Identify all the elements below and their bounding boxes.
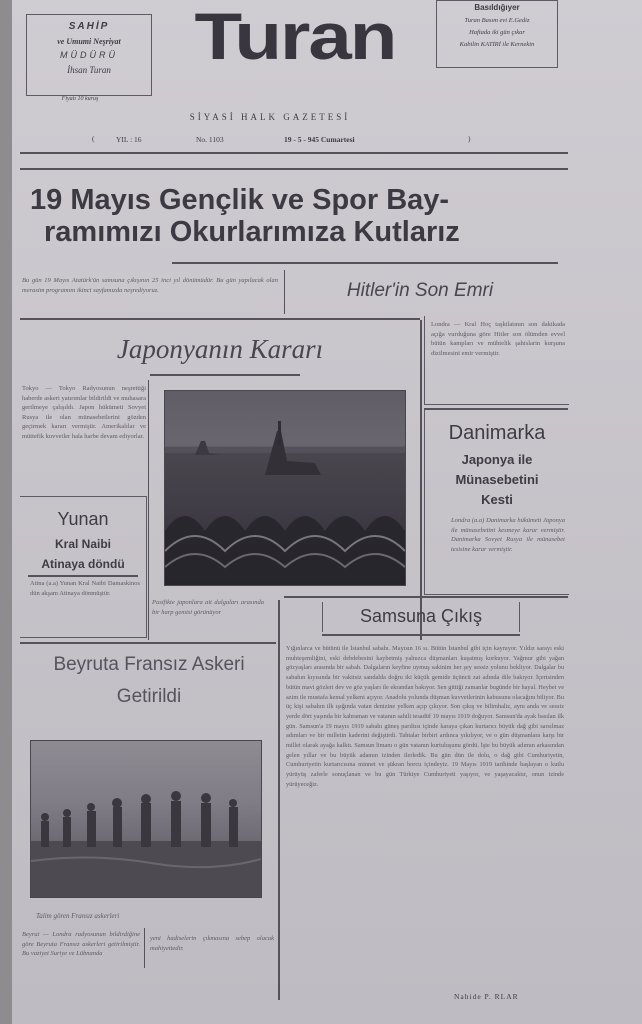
intro-note: Bu gün 19 Mayıs Atatürk'ün samsuna çıkışının 25 inci yıl dönümüdür. Bu gün yapılacak olan merasim programını ikinci sayfamızda neşrediyoruz. bbox=[22, 277, 278, 294]
printing-info-line: Kabilin KATİRİ ile Kernekin bbox=[459, 41, 535, 48]
hitler-body-box bbox=[424, 316, 569, 405]
section-divider bbox=[284, 596, 568, 598]
samsun-title: Samsuna Çıkış bbox=[359, 606, 483, 626]
printing-info-line: Basıldığıyer bbox=[474, 3, 520, 12]
japan-title: Japonyanın Kararı bbox=[116, 334, 324, 364]
newspaper-logo: Turan bbox=[194, 0, 396, 74]
soldiers-illustration bbox=[31, 741, 261, 897]
beirut-title-line2: Getirildi bbox=[116, 686, 182, 707]
issue-bar: ( YIL : 16 No. 1103 19 - 5 - 945 Cumartesi ) bbox=[92, 134, 471, 144]
column-rule bbox=[144, 928, 145, 968]
column-rule bbox=[278, 600, 280, 1000]
greece-box bbox=[20, 496, 147, 638]
samsun-title-underline bbox=[322, 634, 520, 636]
masthead-divider bbox=[20, 168, 568, 170]
beirut-body-right: yeni hadiselerin çıkmasına sebep olacak mahiyettedir. bbox=[150, 935, 274, 952]
column-rule bbox=[148, 380, 149, 640]
greece-body: Atina (a.a) Yunan Kral Naibi Damaskinos dün akşam Atinaya dönmüştür. bbox=[30, 580, 140, 597]
warship-caption: Pasifikte japonlara ait dalgaları arasında bir harp gemisi görünüyor bbox=[152, 599, 264, 616]
denmark-subtitle: Münasebetini bbox=[455, 472, 539, 487]
greece-title: Yunan bbox=[57, 509, 109, 529]
hitler-title: Hitler'in Son Emri bbox=[346, 280, 494, 301]
main-headline-line2: ramımızı Okurlarımıza Kutlarız bbox=[44, 216, 460, 248]
printing-info-line: Turan Basım evi E.Gediz bbox=[464, 17, 530, 24]
section-divider bbox=[20, 318, 420, 320]
masthead-divider bbox=[20, 152, 568, 154]
column-rule bbox=[420, 320, 422, 640]
denmark-box bbox=[424, 410, 569, 595]
beirut-body-left: Beyrut — Londra radyosunun bildirdiğine göre Beyruta Fransız askerleri getirilmiştir. Bu vaziyet Suriye ve Lübnanda bbox=[22, 931, 140, 957]
warship-illustration bbox=[165, 391, 405, 585]
denmark-title: Danimarka bbox=[448, 422, 546, 444]
issue-number: No. 1103 bbox=[196, 135, 224, 144]
soldiers-caption: Talim gören Fransız askerleri bbox=[36, 912, 120, 920]
hitler-body: Londra — Kral Hoç taşkilatının son dakikada açığa vurduğuna göre Hitler son ölümden evvel bütün kampları ve mühtelik şahislarin kurşuna dizilmesini emir vermiştir. bbox=[431, 321, 565, 357]
headline-underline bbox=[172, 262, 558, 264]
issue-year: YIL : 16 bbox=[116, 135, 142, 144]
samsun-body: Yığınlarca ve bütünü ile İstanbul sabahı. Mayısın 16 sı. Bütün İstanbul gibi için kaynıyor. Yıldız sarayı eski muhteşemliğini, eski debdebesini kaybetmiş yalnızca düşmanları kuşatmış korkuyor. Yağmur gibi yağan gözyaşları arasında bir sabah. Dalgaların keyfine uymuş sakinim her şey sessiz yolunu bekliyor. Dalgalar bu sabahın kıyısında bir vakitsiz sandalda doğru iki küçük gemide üçüncü zat adında dile bakıyor. İçerisinden bütün mavi gözleri dev ve göz yaşları ile ekrandan bakıyor. Sen gittiği zamanlar bugünde bir hayal. Heybet ve azim ile mustafa kemal yelkeni açıyor. Anadolu yolunda düşman kuvvetlerinin kabusunu olacağını biliyor. Bu üç kişi sabahın ilk ışığında vatan denizine yelken açıp çıkıyor. Son çıkış ve bilimhaliz, aynı anda ve sessiz yerde dört yaşında bir kahraman ve vatanın sahili tesadüf 19 mayıs 1919 doğuyor. Samsun'da ayak basılan ilk gün. Samsun'a 19 mayıs 1919 sabahı güneş parıltısı içinde karaya çıkan kurtarıcı büyük dağ gibi sarsılmaz adımları ve bir milletin kaderini değiştirdi. Tahtalar birbiri ardınca yıkılıyor, ve o gün düşmanlara karşı bir millet olarak ayağa kalktı. Samsun limanı o gün vatanın kurtuluşunu gördü. İşte bu büyük adımın arkasından gelen yıllar ve bu büyük adamın izinden ilerledik. Bu gün dün ile dolu, o dağ gibi Cumhuriyetin, Cumhuriyetin kurtarıcısına minnet ve şükran borcu içindeyiz. 19 Mayıs 1919 tarihinde başlayan o kutlu yürüyüş zaferle sonuçlanan ve bu gün Türkiye Cumhuriyeti yaşıyor, ve yaşayacaktır, onun izinde yürüyeceğiz. bbox=[286, 645, 564, 788]
greece-subtitle-underline bbox=[28, 575, 138, 577]
issue-date: 19 - 5 - 945 Cumartesi bbox=[284, 135, 355, 144]
soldiers-photo bbox=[30, 740, 262, 898]
main-headline-line1: 19 Mayıs Gençlik ve Spor Bay- bbox=[30, 184, 450, 216]
beirut-title-line1: Beyruta Fransız Askeri bbox=[53, 654, 245, 675]
owner-box-line: MÜDÜRÜ bbox=[60, 50, 118, 60]
denmark-subtitle: Japonya ile bbox=[461, 452, 533, 467]
warship-photo bbox=[164, 390, 406, 586]
owner-box-line: SAHİP bbox=[68, 21, 110, 32]
owner-box-line: ve Umumi Neşriyat bbox=[57, 37, 121, 46]
greece-subtitle: Kral Naibi bbox=[54, 537, 111, 551]
denmark-body: Londra (a.a) Danimarka hükümeti Japonya ile münasebetini kesmeye karar vermiştir. Danimarka Sovyet Rusya ile münasebet tesisine karar vermiştir. bbox=[451, 517, 565, 553]
newspaper-subtitle: SİYASİ HALK GAZETESİ bbox=[189, 112, 351, 122]
greece-subtitle: Atinaya döndü bbox=[41, 557, 125, 571]
japan-body: Tokyo — Tokyo Radyosunun neşrettiği haberde askeri yatırımlar bildirildi ve muhasara gerilmeye çalışıldı. Japon hükümeti Sovyet Rusya ile olan münasebetlerini gözden geçirmek kararı vermiştir. Amerikalılar ve müttefik kuvvetler hala harbe devam ediyorlar. bbox=[22, 385, 146, 440]
owner-box bbox=[26, 14, 152, 96]
price-label: Fiyatı 10 kuruş bbox=[61, 96, 99, 102]
denmark-subtitle: Kesti bbox=[481, 492, 513, 507]
samsun-title-box bbox=[322, 602, 520, 632]
owner-box-line: İhsan Turan bbox=[67, 65, 111, 75]
column-rule bbox=[284, 270, 285, 314]
printing-info-box bbox=[436, 0, 558, 68]
section-divider bbox=[20, 642, 276, 644]
japan-title-underline bbox=[150, 374, 300, 376]
samsun-author: Nahide P. RLAR bbox=[454, 992, 519, 1001]
printing-info-line: Haftada iki gün çıkar bbox=[469, 29, 525, 36]
